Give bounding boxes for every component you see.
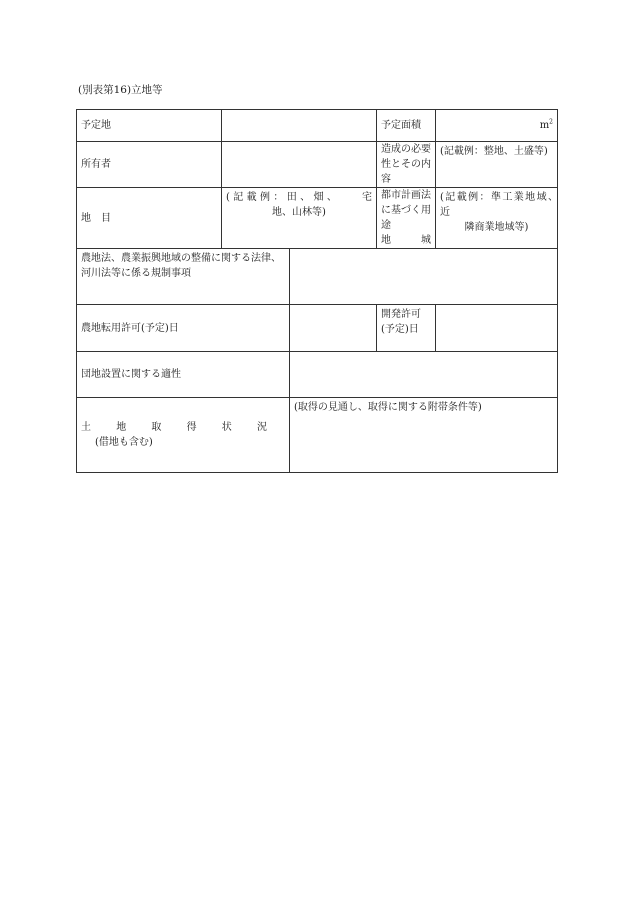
land-category-example[interactable] [222,188,377,249]
city-planning-label-line3: 地 城 [381,235,431,246]
acquisition-label-text: 土 地 取 得 状 況 [81,422,267,433]
farmland-permit-value[interactable] [290,305,377,352]
suitability-label: 団地設置に関する適性 [77,352,290,398]
planned-area-label: 予定面積 [377,110,436,142]
city-planning-example[interactable] [436,188,563,249]
city-planning-example-line2: 隣商業地域等) [464,222,529,233]
planned-area-value[interactable] [436,110,558,142]
necessity-example[interactable]: (記載例：整地、土盛等) [436,142,558,188]
land-category-example-line1: (記載例：田、畑、 宅 [226,192,372,203]
suitability-value[interactable] [290,352,558,398]
city-planning-label [377,188,436,249]
planned-site-label: 予定地 [77,110,222,142]
necessity-label: 造成の必要性とその内容 [377,142,436,188]
document-title: (別表第16)立地等 [78,84,163,96]
city-planning-label-text: 都市計画法に基づく用途 [381,190,431,231]
area-unit-superscript: 2 [549,118,553,126]
planned-site-value[interactable] [222,110,377,142]
acquisition-label [77,398,290,473]
dev-permit-value[interactable] [436,305,558,352]
land-category-example-line2: 地、山林等) [272,207,326,218]
area-unit: m [539,120,550,131]
farmland-permit-label: 農地転用許可(予定)日 [77,305,290,352]
dev-permit-label: 開発許可(予定)日 [377,305,436,352]
regulations-value[interactable] [290,249,558,305]
acquisition-value[interactable]: (取得の見通し、取得に関する附帯条件等) [290,398,558,473]
land-category-label: 地 目 [77,188,222,249]
site-info-table [76,109,563,473]
owner-label: 所有者 [77,142,222,188]
acquisition-sub: (借地も含む) [95,437,153,448]
owner-value[interactable] [222,142,377,188]
city-planning-example-line1: (記載例：準工業地域、 近 [440,192,563,218]
regulations-label: 農地法、農業振興地域の整備に関する法律、河川法等に係る規制事項 [77,249,290,305]
